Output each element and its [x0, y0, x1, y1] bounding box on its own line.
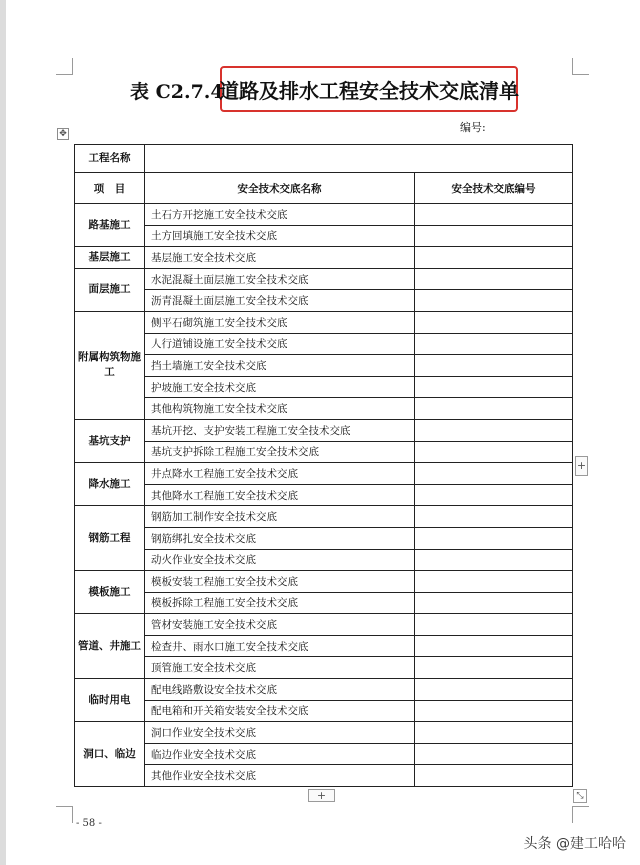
briefing-name-cell: 护坡施工安全技术交底: [145, 376, 415, 398]
category-cell: 钢筋工程: [75, 506, 145, 571]
table-row: [75, 290, 573, 312]
table-number: 表 C2.7.4: [130, 81, 224, 103]
table-row: [75, 225, 573, 247]
table-resize-handle-icon[interactable]: ⤡: [573, 789, 587, 803]
crop-mark-top-left: [56, 58, 73, 75]
briefing-name-cell: 模板拆除工程施工安全技术交底: [145, 592, 415, 614]
table-row: [75, 355, 573, 377]
add-column-button[interactable]: +: [575, 456, 588, 476]
briefing-number-cell[interactable]: [415, 419, 573, 441]
briefing-name-cell: 井点降水工程施工安全技术交底: [145, 463, 415, 485]
document-title-highlight: [220, 66, 518, 112]
briefing-number-cell[interactable]: [415, 398, 573, 420]
category-cell: 洞口、临边: [75, 722, 145, 787]
briefing-number-cell[interactable]: [415, 247, 573, 269]
crop-mark-top-right: [572, 58, 589, 75]
briefing-name-cell: 配电箱和开关箱安装安全技术交底: [145, 700, 415, 722]
briefing-number-cell[interactable]: [415, 225, 573, 247]
briefing-number-cell[interactable]: [415, 679, 573, 701]
table-row: [75, 700, 573, 722]
page-number: - 58 -: [76, 818, 102, 829]
briefing-number-cell[interactable]: [415, 571, 573, 593]
source-watermark: 头条 @建工哈哈: [523, 836, 626, 852]
table-row: [75, 527, 573, 549]
category-cell: 基坑支护: [75, 419, 145, 462]
briefing-name-cell: 其他构筑物施工安全技术交底: [145, 398, 415, 420]
table-row: [75, 592, 573, 614]
briefing-name-cell: 土方回填施工安全技术交底: [145, 225, 415, 247]
briefing-number-cell[interactable]: [415, 355, 573, 377]
header-item: 项 目: [75, 173, 145, 204]
table-row: [75, 722, 573, 744]
briefing-name-cell: 沥青混凝土面层施工安全技术交底: [145, 290, 415, 312]
briefing-name-cell: 基坑开挖、支护安装工程施工安全技术交底: [145, 419, 415, 441]
category-cell: 模板施工: [75, 571, 145, 614]
project-name-value[interactable]: [145, 145, 573, 173]
briefing-number-cell[interactable]: [415, 376, 573, 398]
briefing-name-cell: 管材安装施工安全技术交底: [145, 614, 415, 636]
briefing-name-cell: 配电线路敷设安全技术交底: [145, 679, 415, 701]
category-cell: 基层施工: [75, 247, 145, 269]
briefing-name-cell: 钢筋绑扎安全技术交底: [145, 527, 415, 549]
briefing-name-cell: 动火作业安全技术交底: [145, 549, 415, 571]
document-title: 道路及排水工程安全技术交底清单: [219, 78, 519, 103]
table-row: [75, 268, 573, 290]
briefing-name-cell: 水泥混凝土面层施工安全技术交底: [145, 268, 415, 290]
table-row: [75, 679, 573, 701]
briefing-number-cell[interactable]: [415, 657, 573, 679]
table-row: [75, 398, 573, 420]
table-row: [75, 506, 573, 528]
briefing-number-cell[interactable]: [415, 484, 573, 506]
briefing-name-cell: 侧平石砌筑施工安全技术交底: [145, 311, 415, 333]
category-cell: 管道、井施工: [75, 614, 145, 679]
table-row: [75, 204, 573, 226]
project-name-label: 工程名称: [75, 145, 145, 173]
briefing-name-cell: 洞口作业安全技术交底: [145, 722, 415, 744]
project-name-row: [75, 145, 573, 173]
table-row: [75, 657, 573, 679]
category-cell: 路基施工: [75, 204, 145, 247]
briefing-name-cell: 基坑支护拆除工程施工安全技术交底: [145, 441, 415, 463]
add-row-button[interactable]: +: [308, 789, 335, 802]
table-row: [75, 419, 573, 441]
doc-number-label: 编号:: [460, 121, 486, 134]
briefing-number-cell[interactable]: [415, 333, 573, 355]
category-cell: 临时用电: [75, 679, 145, 722]
briefing-number-cell[interactable]: [415, 700, 573, 722]
briefing-number-cell[interactable]: [415, 722, 573, 744]
table-row: [75, 484, 573, 506]
table-row: [75, 311, 573, 333]
table-row: [75, 765, 573, 787]
header-row: [75, 173, 573, 204]
briefing-number-cell[interactable]: [415, 592, 573, 614]
briefing-number-cell[interactable]: [415, 441, 573, 463]
window-edge: [0, 0, 6, 865]
briefing-name-cell: 其他作业安全技术交底: [145, 765, 415, 787]
table-row: [75, 441, 573, 463]
table-row: [75, 549, 573, 571]
table-row: [75, 247, 573, 269]
crop-mark-bottom-right: [572, 806, 589, 823]
briefing-name-cell: 顶管施工安全技术交底: [145, 657, 415, 679]
safety-briefing-table: [74, 144, 573, 787]
briefing-number-cell[interactable]: [415, 743, 573, 765]
table-row: [75, 463, 573, 485]
briefing-number-cell[interactable]: [415, 290, 573, 312]
briefing-name-cell: 土石方开挖施工安全技术交底: [145, 204, 415, 226]
table-move-handle-icon[interactable]: ✥: [57, 128, 69, 140]
category-cell: 面层施工: [75, 268, 145, 311]
table-row: [75, 333, 573, 355]
header-briefing-number: 安全技术交底编号: [415, 173, 573, 204]
briefing-number-cell[interactable]: [415, 204, 573, 226]
table-row: [75, 614, 573, 636]
briefing-number-cell[interactable]: [415, 463, 573, 485]
briefing-number-cell[interactable]: [415, 506, 573, 528]
briefing-number-cell[interactable]: [415, 549, 573, 571]
table-row: [75, 376, 573, 398]
table-row: [75, 635, 573, 657]
briefing-name-cell: 检查井、雨水口施工安全技术交底: [145, 635, 415, 657]
briefing-name-cell: 临边作业安全技术交底: [145, 743, 415, 765]
briefing-name-cell: 挡土墙施工安全技术交底: [145, 355, 415, 377]
briefing-name-cell: 钢筋加工制作安全技术交底: [145, 506, 415, 528]
briefing-number-cell[interactable]: [415, 765, 573, 787]
category-cell: 降水施工: [75, 463, 145, 506]
briefing-name-cell: 其他降水工程施工安全技术交底: [145, 484, 415, 506]
table-row: [75, 743, 573, 765]
header-briefing-name: 安全技术交底名称: [145, 173, 415, 204]
briefing-number-cell[interactable]: [415, 527, 573, 549]
crop-mark-bottom-left: [56, 806, 73, 823]
table-row: [75, 571, 573, 593]
briefing-name-cell: 人行道铺设施工安全技术交底: [145, 333, 415, 355]
briefing-number-cell[interactable]: [415, 311, 573, 333]
briefing-name-cell: 模板安装工程施工安全技术交底: [145, 571, 415, 593]
briefing-number-cell[interactable]: [415, 268, 573, 290]
category-cell: 附属构筑物施工: [75, 311, 145, 419]
briefing-name-cell: 基层施工安全技术交底: [145, 247, 415, 269]
briefing-number-cell[interactable]: [415, 614, 573, 636]
briefing-number-cell[interactable]: [415, 635, 573, 657]
